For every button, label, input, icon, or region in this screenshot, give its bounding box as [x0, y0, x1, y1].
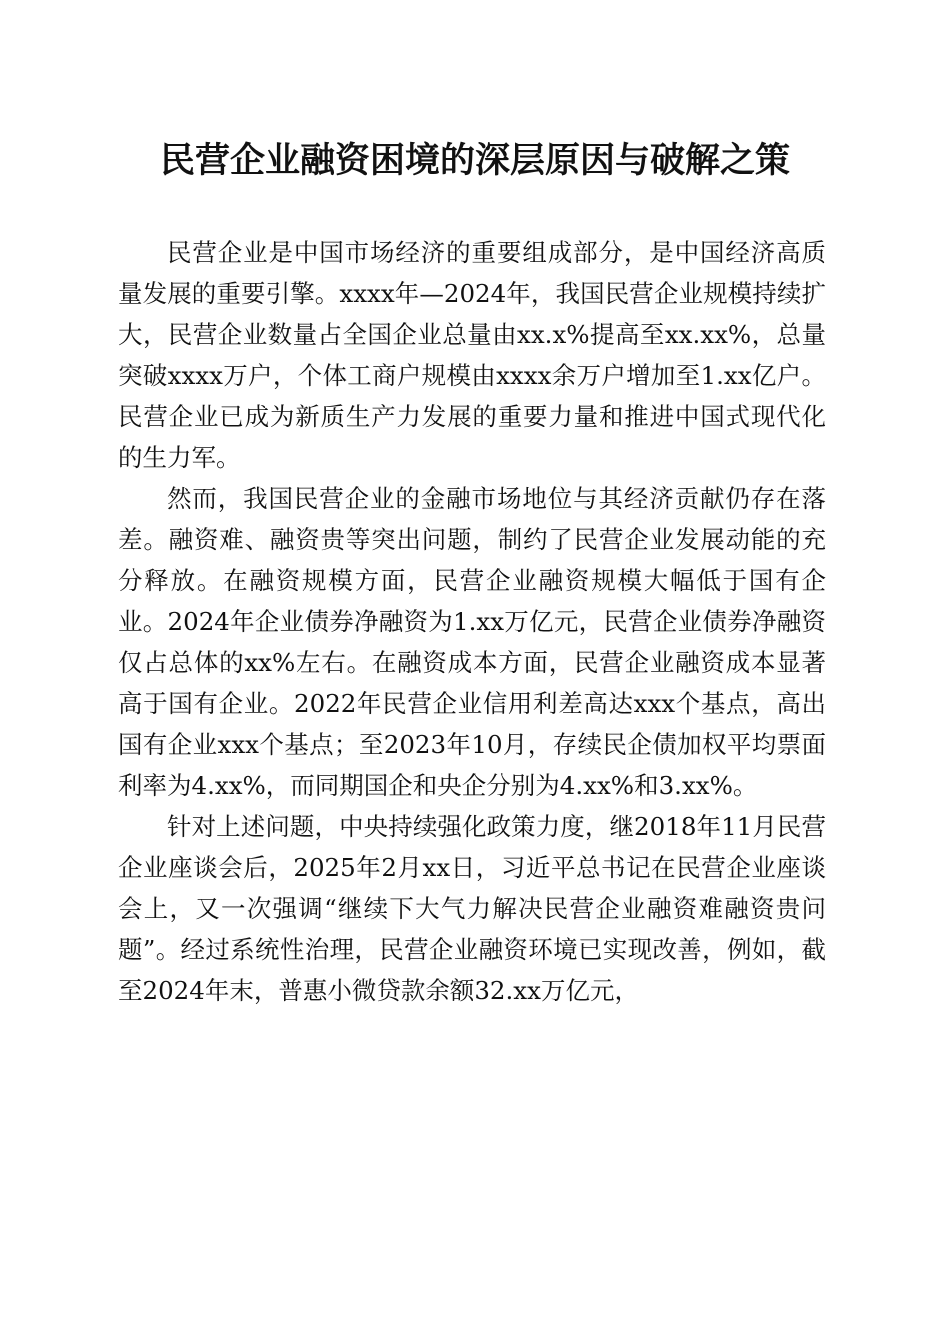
- paragraph-1: 民营企业是中国市场经济的重要组成部分，是中国经济高质量发展的重要引擎。xxxx年—2024年，我国民营企业规模持续扩大，民营企业数量占全国企业总量由xx.x%提高至xx.xx%，总量突破xxxx万户，个体工商户规模由xxxx余万户增加至1.xx亿户。民营企业已成为新质生产力发展的重要力量和推进中国式现代化的生力军。: [118, 238, 826, 472]
- paragraph-3: 针对上述问题，中央持续强化政策力度，继2018年11月民营企业座谈会后，2025年2月xx日，习近平总书记在民营企业座谈会上，又一次强调“继续下大气力解决民营企业融资难融资贵问题”。经过系统性治理，民营企业融资环境已实现改善，例如，截至2024年末，普惠小微贷款余额32.xx万亿元，: [118, 812, 826, 1005]
- document-title: 民营企业融资困境的深层原因与破解之策: [159, 140, 790, 181]
- document-body: [118, 232, 826, 1011]
- paragraph-2: 然而，我国民营企业的金融市场地位与其经济贡献仍存在落差。融资难、融资贵等突出问题，制约了民营企业发展动能的充分释放。在融资规模方面，民营企业融资规模大幅低于国有企业。2024年企业债券净融资为1.xx万亿元，民营企业债券净融资仅占总体的xx%左右。在融资成本方面，民营企业融资成本显著高于国有企业。2022年民营企业信用利差高达xxx个基点，高出国有企业xxx个基点；至2023年10月，存续民企债加权平均票面利率为4.xx%，而同期国企和央企分别为4.xx%和3.xx%。: [118, 484, 826, 800]
